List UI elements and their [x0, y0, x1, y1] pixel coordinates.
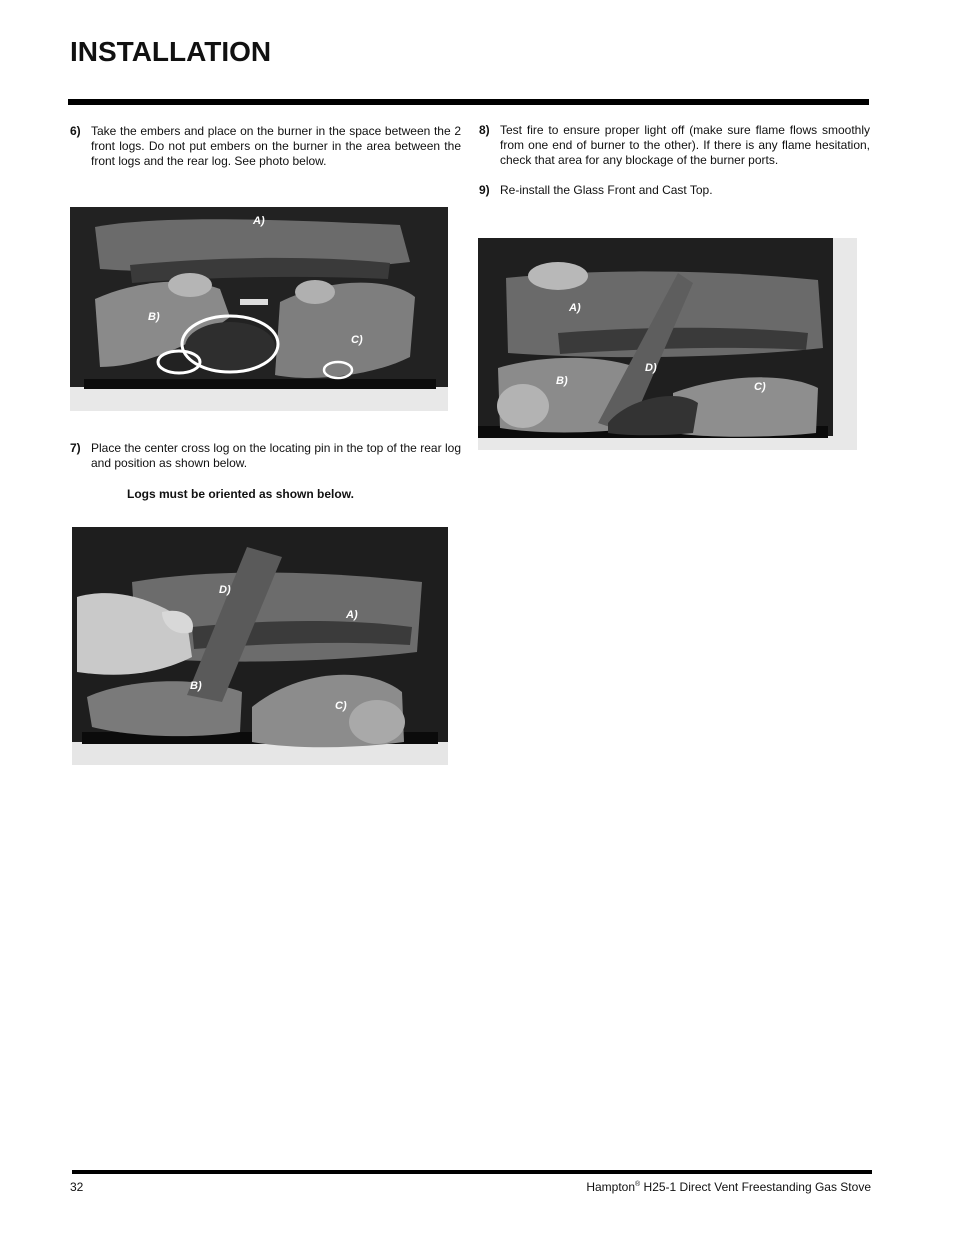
photo-label-c: C): [335, 700, 347, 712]
photo-label-c: C): [754, 381, 766, 393]
photo-label-b: B): [556, 375, 568, 387]
photo-embers-placement: [70, 207, 448, 411]
step-7: [70, 441, 462, 473]
orientation-note: Logs must be oriented as shown below.: [127, 487, 354, 501]
step-number: 6): [70, 124, 81, 138]
header-rule: [68, 99, 869, 105]
photo-final-arrangement-image: [478, 238, 857, 450]
photo-label-d: D): [219, 584, 231, 596]
step-9: [479, 183, 871, 199]
step-number: 9): [479, 183, 490, 197]
photo-label-d: D): [645, 362, 657, 374]
step-text: Place the center cross log on the locating pin in the top of the rear log and position as shown below.: [91, 441, 461, 470]
step-text: Test fire to ensure proper light off (make sure flame flows smoothly from one end of burner to the other). If there is any flame hesitation, check that area for any blockage of the burner ports.: [500, 123, 870, 167]
page-number: 32: [70, 1180, 84, 1194]
photo-final-log-arrangement: [478, 238, 857, 450]
registered-mark: ®: [635, 1181, 641, 1188]
photo-embers-image: [70, 207, 448, 411]
step-8: [479, 123, 871, 171]
photo-label-b: B): [148, 311, 160, 323]
photo-label-a: A): [569, 302, 581, 314]
footer-rule: [72, 1170, 872, 1174]
photo-label-a: A): [253, 215, 265, 227]
page-title: INSTALLATION: [70, 36, 272, 67]
photo-label-c: C): [351, 334, 363, 346]
footer-brand: Hampton: [586, 1180, 636, 1194]
footer-product: H25-1 Direct Vent Freestanding Gas Stove: [640, 1180, 871, 1194]
photo-label-a: A): [346, 609, 358, 621]
step-6: [70, 124, 462, 172]
photo-label-b: B): [190, 680, 202, 692]
step-number: 7): [70, 441, 81, 455]
footer-title: [586, 1180, 871, 1194]
step-text: Take the embers and place on the burner in the space between the 2 front logs. Do not put embers on the burner in the area between the front logs and the rear log. See photo below.: [91, 124, 461, 168]
step-text: Re-install the Glass Front and Cast Top.: [500, 183, 713, 197]
photo-cross-log-placement: [72, 527, 448, 765]
photo-cross-log-image: [72, 527, 448, 765]
step-number: 8): [479, 123, 490, 137]
